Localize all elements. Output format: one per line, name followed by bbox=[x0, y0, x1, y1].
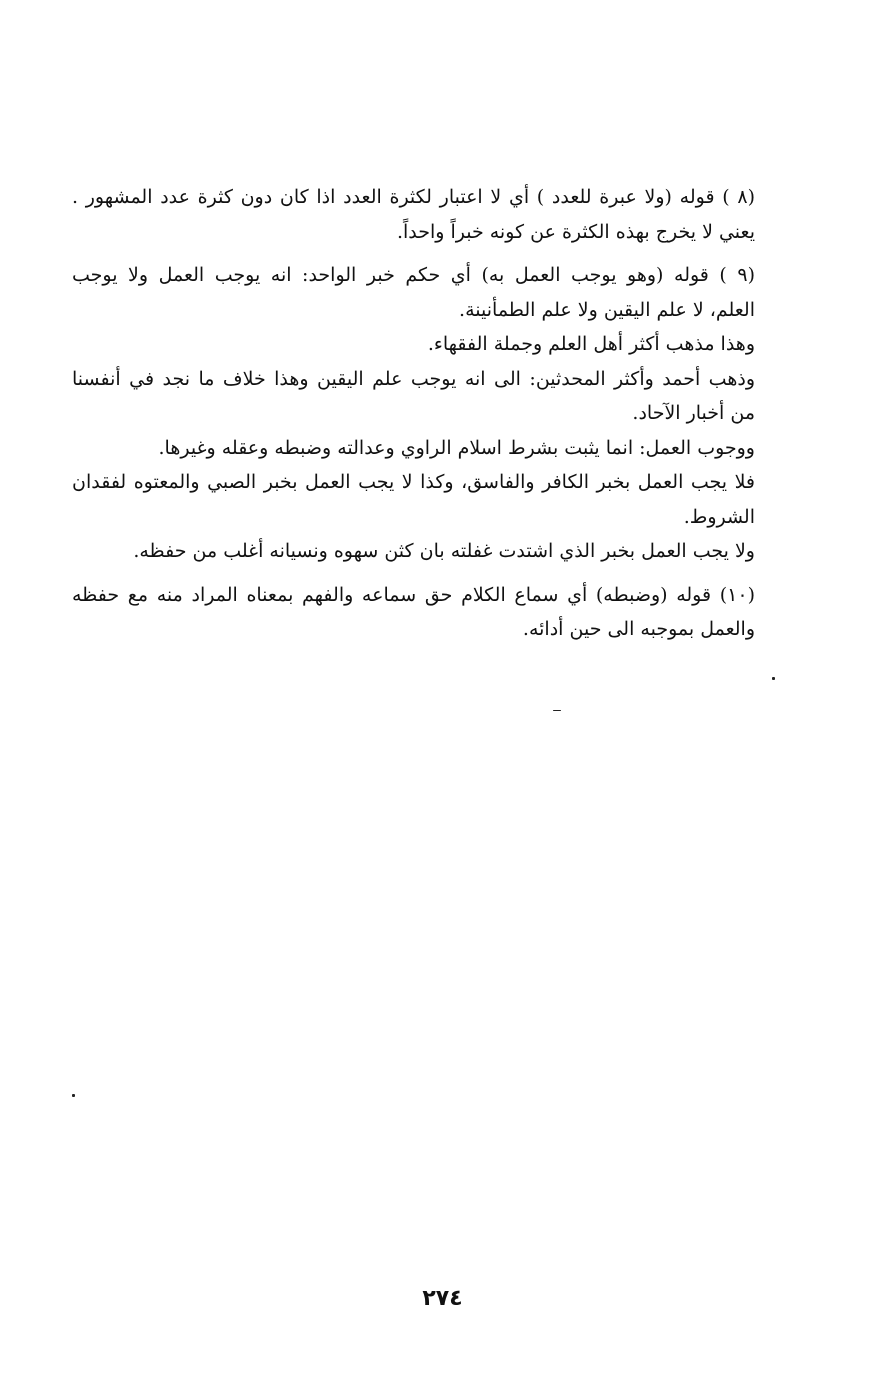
scan-speck bbox=[553, 710, 561, 711]
scan-speck bbox=[772, 677, 775, 680]
page-number: ٢٧٤ bbox=[422, 1286, 463, 1311]
note-10-line-2: والعمل بموجبه الى حين أدائه. bbox=[522, 618, 755, 640]
note-9-line-5: من أخبار الآحاد. bbox=[632, 402, 755, 424]
scan-speck bbox=[72, 1094, 75, 1097]
note-8-line-2: يعني لا يخرج بهذه الكثرة عن كونه خبراً واحداً. bbox=[396, 220, 755, 243]
note-9-line-8: الشروط. bbox=[683, 505, 755, 528]
note-9-line-3: وهذا مذهب أكثر أهل العلم وجملة الفقهاء. bbox=[427, 333, 755, 355]
note-9-line-7: فلا يجب العمل بخبر الكافر والفاسق، وكذا لا يجب العمل بخبر الصبي والمعتوه لفقدان bbox=[72, 471, 755, 493]
note-9 bbox=[72, 258, 755, 569]
note-9-line-4: وذهب أحمد وأكثر المحدثين: الى انه يوجب علم اليقين وهذا خلاف ما نجد في أنفسنا bbox=[72, 367, 755, 390]
note-9-line-9: ولا يجب العمل بخبر الذي اشتدت غفلته بان كثن سهوه ونسيانه أغلب من حفظه. bbox=[133, 540, 755, 562]
commentary-text bbox=[72, 180, 755, 647]
note-8 bbox=[72, 180, 755, 249]
note-10-line-1: (١٠) قوله (وضبطه) أي سماع الكلام حق سماعه والفهم بمعناه المراد منه مع حفظه bbox=[72, 583, 755, 606]
note-10 bbox=[72, 578, 755, 647]
note-8-line-1: (٨ ) قوله (ولا عبرة للعدد ) أي لا اعتبار لكثرة العدد اذا كان دون كثرة عدد المشهور . bbox=[72, 186, 755, 208]
note-9-line-1: (٩ ) قوله (وهو يوجب العمل به) أي حكم خبر الواحد: انه يوجب العمل ولا يوجب bbox=[72, 264, 755, 286]
note-9-line-2: العلم، لا علم اليقين ولا علم الطمأنينة. bbox=[459, 298, 755, 321]
note-9-line-6: ووجوب العمل: انما يثبت بشرط اسلام الراوي وعدالته وضبطه وعقله وغيرها. bbox=[158, 436, 755, 459]
